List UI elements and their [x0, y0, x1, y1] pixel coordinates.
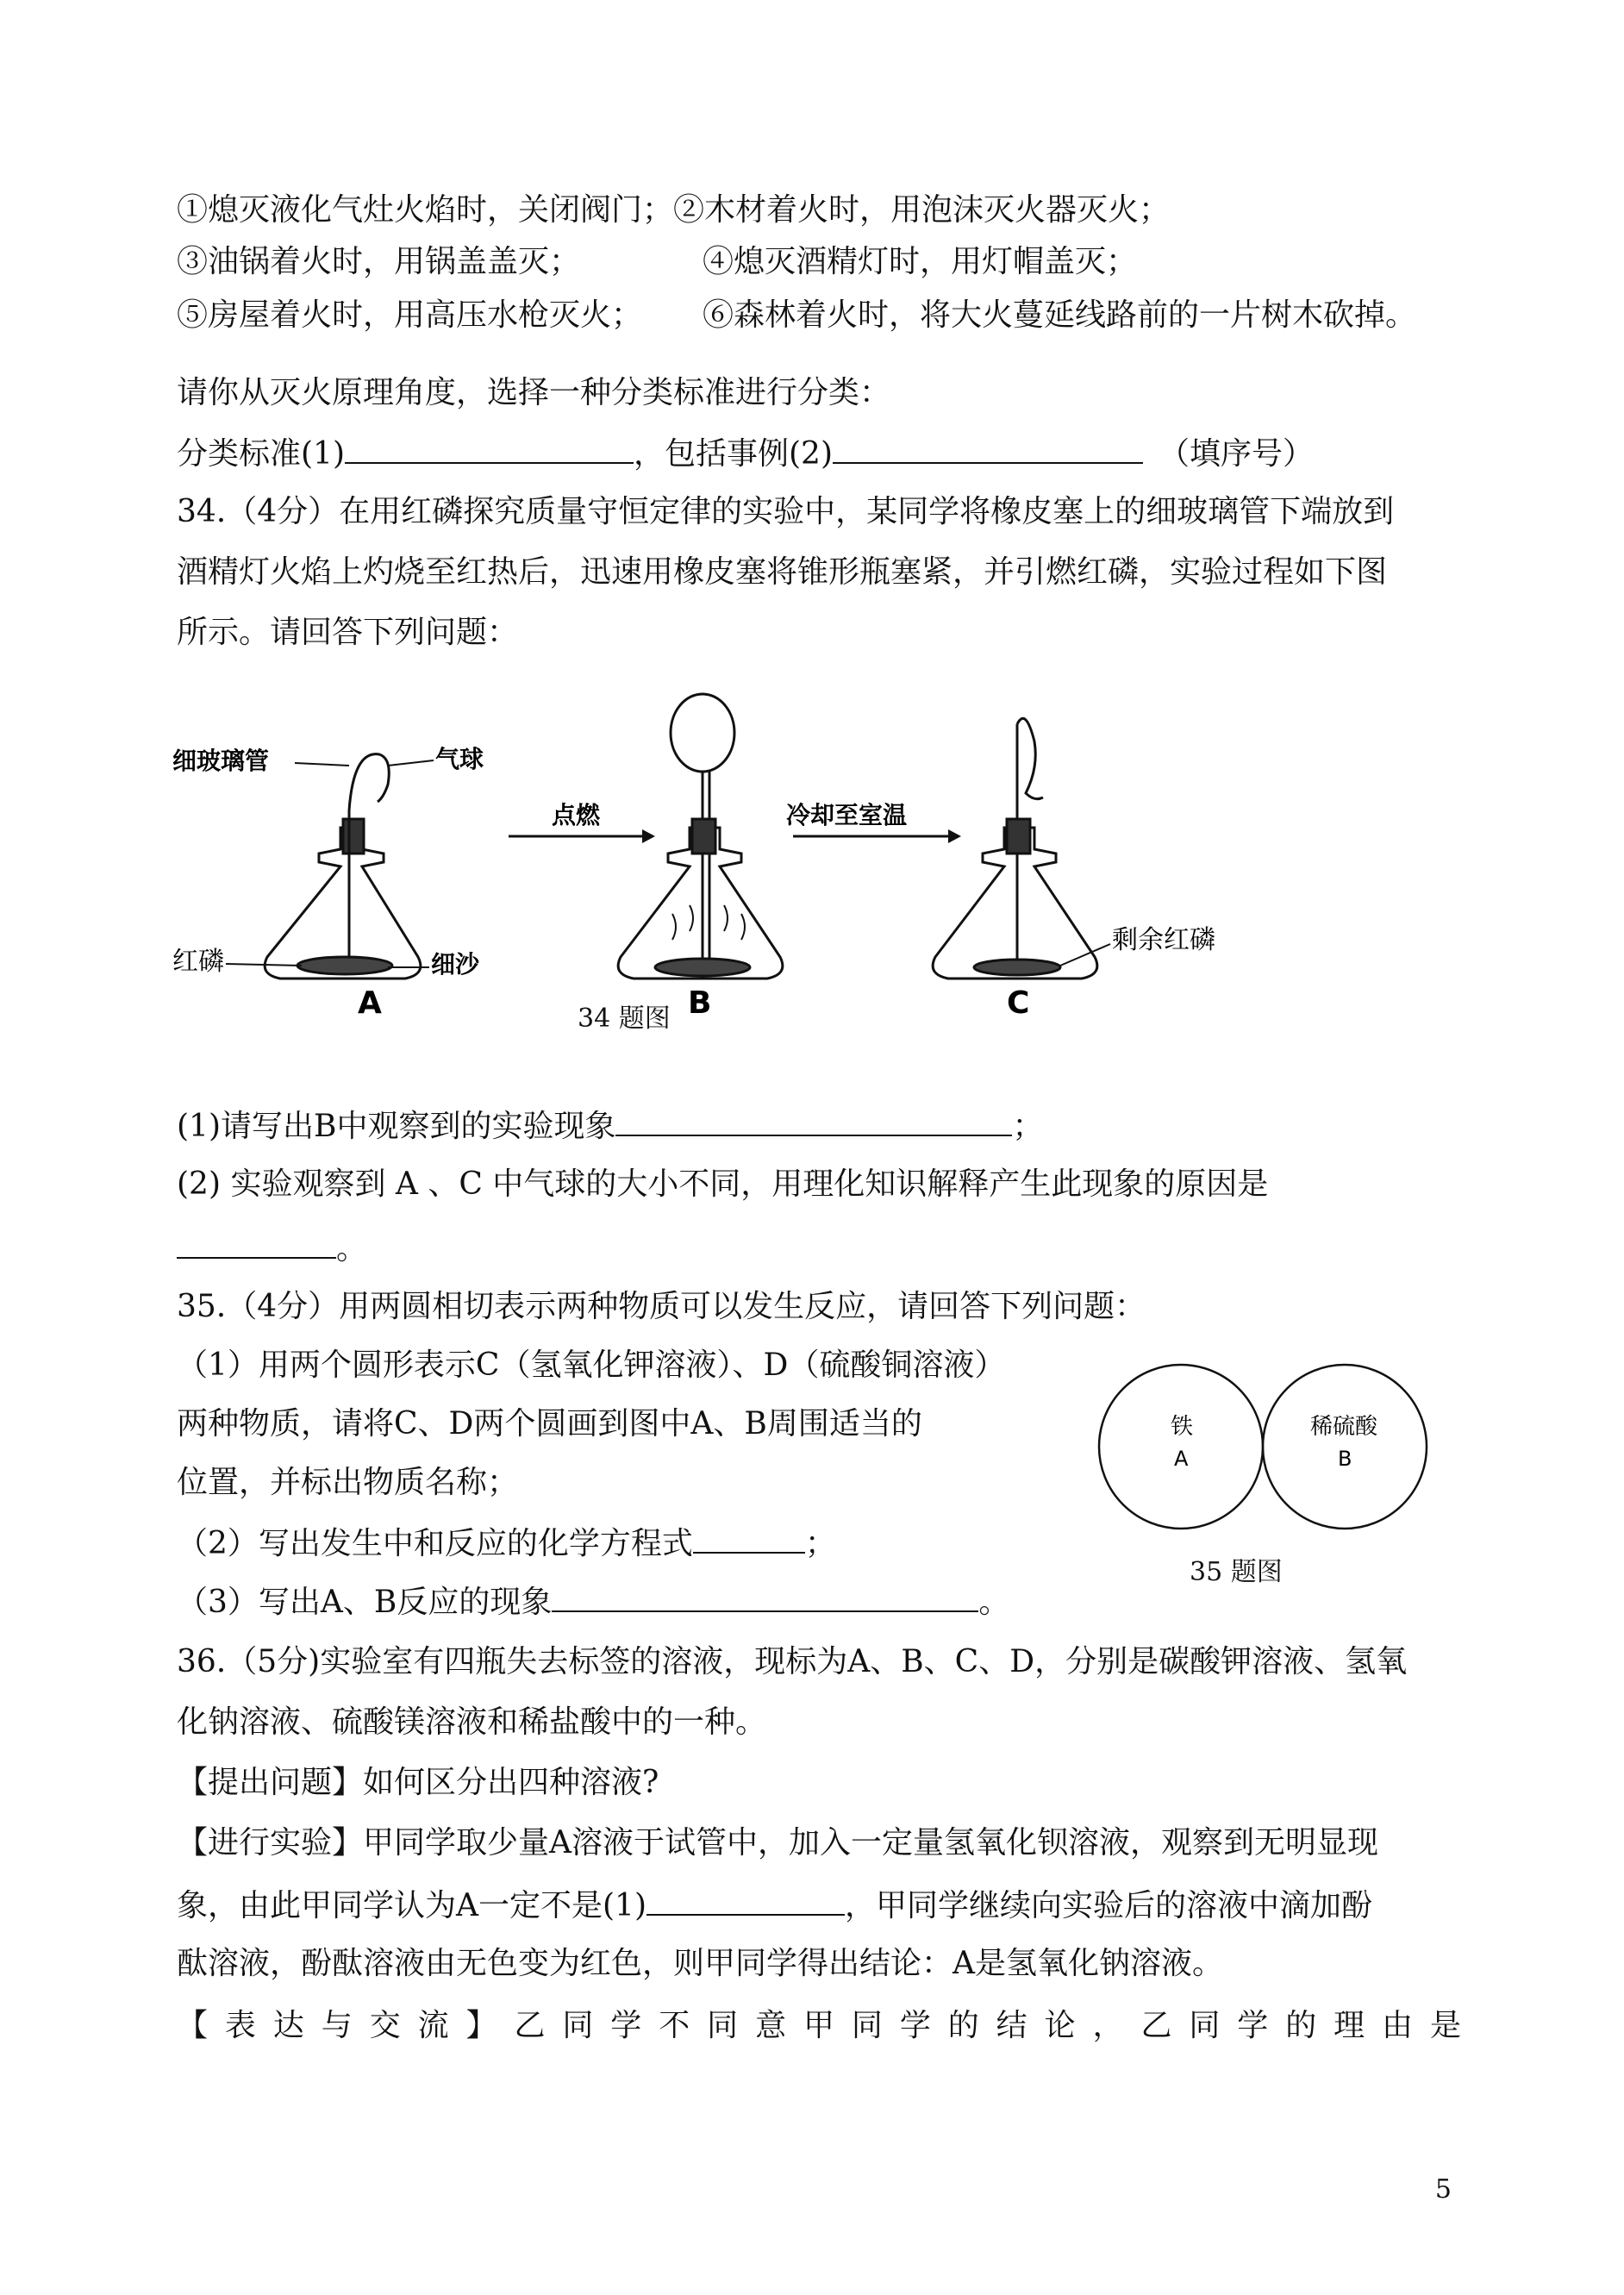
- item-line-1: ①熄灭液化气灶火焰时，关闭阀门；②木材着火时，用泡沫灭火器灭火；: [177, 192, 1171, 228]
- express-char: 甲: [803, 2008, 834, 2043]
- q36-intro-2: 化钠溶液、硫酸镁溶液和稀盐酸中的一种。: [177, 1704, 767, 1740]
- classification-line: [177, 433, 1314, 473]
- caption-35: 35 题图: [1190, 1557, 1283, 1587]
- q35-intro: 35.（4分）用两圆相切表示两种物质可以发生反应，请回答下列问题：: [177, 1289, 1146, 1324]
- answer-blank-36-1[interactable]: [646, 1885, 845, 1916]
- express-char: 表: [224, 2008, 256, 2043]
- answer-blank-1[interactable]: [345, 433, 634, 464]
- answer-blank-2[interactable]: [833, 433, 1143, 464]
- label-c: C: [1007, 985, 1030, 1017]
- item-line-3b: ⑥森林着火时，将大火蔓延线路前的一片树木砍掉。: [703, 297, 1417, 333]
- label-b: B: [688, 985, 712, 1017]
- express-char: 由: [1382, 2008, 1414, 2043]
- q34-intro-1: 34.（4分）在用红磷探究质量守恒定律的实验中，某同学将橡皮塞上的细玻璃管下端放到: [177, 494, 1395, 529]
- express-char: ，: [1092, 2008, 1124, 2043]
- label-balloon: 气球: [435, 745, 484, 773]
- circle-a-letter: A: [1174, 1447, 1189, 1471]
- express-char: 结: [996, 2008, 1027, 2043]
- flask-c: [933, 718, 1097, 979]
- examples-label: ，包括事例(2): [634, 436, 833, 472]
- q35-part-1a: （1）用两个圆形表示C（氢氧化钾溶液）、D（硫酸铜溶液）: [177, 1348, 1006, 1383]
- classification-label: 分类标准(1): [177, 436, 345, 472]
- q35-part-3-end: 。: [978, 1585, 1010, 1620]
- q34-part-2: (2) 实验观察到 A 、C 中气球的大小不同，用理化知识解释产生此现象的原因是: [177, 1166, 1269, 1202]
- q34-part-2-end: 。: [336, 1231, 368, 1266]
- item-line-2a: ③油锅着火时，用锅盖盖灭；: [177, 244, 581, 279]
- q34-part-1: [177, 1105, 1043, 1146]
- q36-exp-1: 【进行实验】甲同学取少量A溶液于试管中，加入一定量氢氧化钡溶液，观察到无明显现: [177, 1825, 1378, 1860]
- express-char: 同: [707, 2008, 739, 2043]
- q36-exp-2-text: 象，由此甲同学认为A一定不是(1): [177, 1888, 646, 1923]
- instruction-line: 请你从灭火原理角度，选择一种分类标准进行分类：: [177, 375, 891, 410]
- figure-34: [172, 690, 1293, 1017]
- express-char: 的: [947, 2008, 979, 2043]
- express-char: 【: [177, 2008, 209, 2043]
- q36-express-line: [177, 2007, 1461, 2045]
- express-char: 乙: [514, 2008, 546, 2043]
- express-char: 交: [369, 2008, 401, 2043]
- page-number: 5: [1434, 2174, 1452, 2204]
- express-char: 达: [272, 2008, 304, 2043]
- express-char: 是: [1429, 2008, 1461, 2043]
- item-line-3a: ⑤房屋着火时，用高压水枪灭火；: [177, 297, 643, 333]
- item-line-2b: ④熄灭酒精灯时，用灯帽盖灭；: [703, 244, 1138, 279]
- express-char: 学: [899, 2008, 931, 2043]
- express-char: 的: [1285, 2008, 1317, 2043]
- q35-part-3-text: （3）写出A、B反应的现象: [177, 1585, 553, 1620]
- express-char: 学: [1237, 2008, 1269, 2043]
- q34-intro-2: 酒精灯火焰上灼烧至红热后，迅速用橡皮塞将锥形瓶塞紧，并引燃红磷，实验过程如下图: [177, 554, 1388, 590]
- express-char: 理: [1334, 2008, 1365, 2043]
- express-char: 意: [755, 2008, 787, 2043]
- q35-part-1c: 位置，并标出物质名称；: [177, 1465, 519, 1500]
- q34-part-1-text: (1)请写出B中观察到的实验现象: [177, 1109, 616, 1144]
- circle-b-letter: B: [1338, 1447, 1352, 1471]
- express-char: 乙: [1140, 2008, 1172, 2043]
- express-char: 同: [562, 2008, 594, 2043]
- q36-exp-2-end: ，甲同学继续向实验后的溶液中滴加酚: [845, 1888, 1373, 1923]
- label-phosphorus: 红磷: [172, 947, 224, 977]
- answer-blank-34-1[interactable]: [615, 1105, 1012, 1136]
- express-char: 不: [659, 2008, 690, 2043]
- q35-part-2-text: （2）写出发生中和反应的化学方程式: [177, 1526, 693, 1561]
- figure-35-drawing: [1095, 1360, 1440, 1533]
- q34-intro-3: 所示。请回答下列问题：: [177, 615, 519, 650]
- figure-34-drawing: [172, 690, 1293, 1017]
- circle-b-name: 稀硫酸: [1310, 1414, 1378, 1440]
- label-tube: 细玻璃管: [172, 747, 270, 775]
- q34-part-2-answer: [177, 1228, 367, 1268]
- answer-blank-35-2[interactable]: [693, 1523, 805, 1554]
- express-char: 流: [417, 2008, 449, 2043]
- q35-part-3: [177, 1581, 1009, 1622]
- q36-intro-1: 36.（5分)实验室有四瓶失去标签的溶液，现标为A、B、C、D，分别是碳酸钾溶液、氢氧: [177, 1644, 1408, 1679]
- label-sand: 细沙: [431, 950, 480, 979]
- q36-exp-2: [177, 1885, 1372, 1925]
- q36-exp-3: 酞溶液，酚酞溶液由无色变为红色，则甲同学得出结论：A是氢氧化钠溶液。: [177, 1946, 1223, 1981]
- label-a: A: [358, 985, 382, 1017]
- answer-blank-34-2[interactable]: [177, 1228, 336, 1259]
- express-char: 论: [1044, 2008, 1076, 2043]
- answer-blank-35-3[interactable]: [552, 1581, 978, 1612]
- express-char: 与: [321, 2008, 353, 2043]
- circle-a-name: 铁: [1171, 1414, 1194, 1440]
- arrow-ignite-label: 点燃: [552, 801, 601, 829]
- arrow-cool-label: 冷却至室温: [786, 801, 908, 829]
- q34-part-1-end: ；: [1012, 1109, 1044, 1144]
- q35-part-2: [177, 1523, 836, 1563]
- express-char: 同: [1189, 2008, 1221, 2043]
- flask-a: [265, 754, 421, 979]
- express-char: 】: [465, 2008, 497, 2043]
- express-char: 同: [851, 2008, 883, 2043]
- label-remaining-phosphorus: 剩余红磷: [1112, 925, 1215, 955]
- q35-part-1b: 两种物质，请将C、D两个圆画到图中A、B周围适当的: [177, 1406, 922, 1441]
- fill-number-note: （填序号）: [1159, 436, 1315, 472]
- caption-34: 34 题图: [578, 1004, 671, 1034]
- q36-ask: 【提出问题】如何区分出四种溶液?: [177, 1765, 659, 1800]
- express-char: 学: [610, 2008, 642, 2043]
- q35-part-2-end: ；: [804, 1526, 836, 1561]
